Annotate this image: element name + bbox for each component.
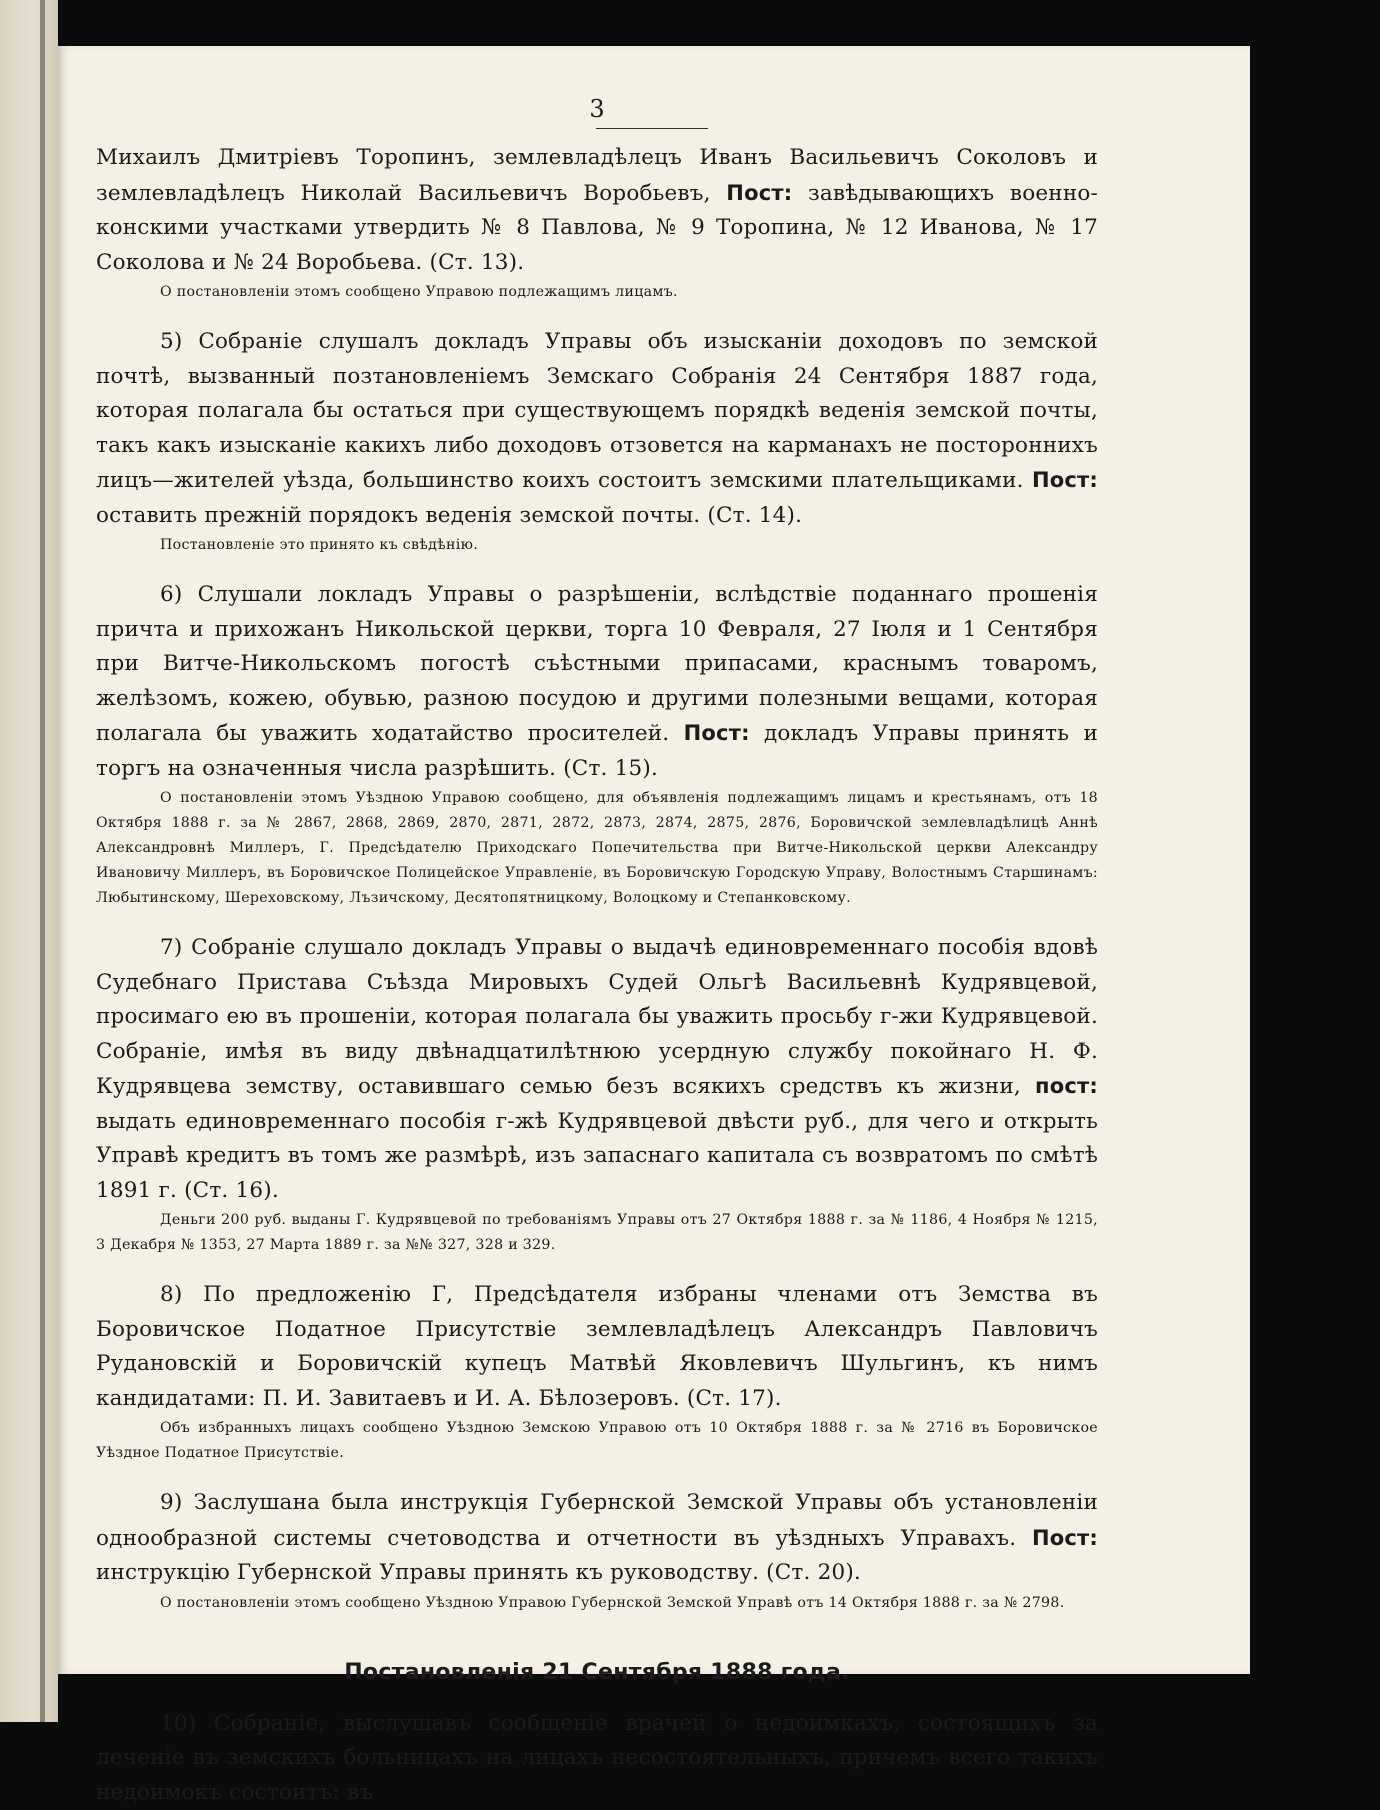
p8-note: Объ избранныхъ лицахъ сообщено Уѣздною Земскою Управою отъ 10 Октября 1888 г. за № 2716 въ Боровичское Уѣздное Податное Присутствіе. — [96, 1416, 1098, 1466]
post-label: Пост: — [1032, 1526, 1098, 1550]
p9-text-a: 9) Заслушана была инструкція Губернской Земской Управы объ установленіи однообразной системы счетоводства и отчетности въ уѣздныхъ Управахъ. — [96, 1490, 1098, 1551]
p7-text-a: 7) Собраніе слушало докладъ Управы о выдачѣ единовременнаго пособія вдовѣ Судебнаго Пристава Съѣзда Мировыхъ Судей Ольгѣ Васильевнѣ Кудрявцевой, просимаго ею въ прошеніи, которая полагала бы уважить просьбу г-жи Кудрявцевой. Собраніе, имѣя въ виду двѣнадцатилѣтнюю усердную службу покойнаго Н. Ф. Кудрявцева земству, оставившаго семью безъ всякихъ средствъ къ жизни, — [96, 935, 1098, 1099]
section-heading: Постановленія 21 Сентября 1888 года. — [96, 1660, 1098, 1685]
page-number-rule — [596, 128, 708, 129]
p9-text-b: инструкцію Губернской Управы принять къ руководству. (Ст. 20). — [96, 1560, 861, 1585]
intro-text-a: Михаилъ Дмитріевъ Торопинъ, землевладѣлецъ Иванъ Васильевичъ Соколовъ и землевладѣлецъ Николай Васильевичъ Воробьевъ, — [96, 145, 1098, 206]
paragraph-10: 10) Собраніе, выслушавъ сообщеніе врачей о недоимкахъ, состоящихъ за леченіе въ земскихъ больницахъ на лицахъ несостоятельныхъ, причемъ всего такихъ недоимокъ состоитъ: въ — [96, 1707, 1098, 1810]
paragraph-9 — [96, 1486, 1098, 1591]
p5-text-b: оставить прежній порядокъ веденія земской почты. (Ст. 14). — [96, 503, 802, 528]
intro-note: О постановленіи этомъ сообщено Управою подлежащимъ лицамъ. — [96, 280, 1098, 305]
intro-paragraph — [96, 141, 1098, 280]
paragraph-8: 8) По предложенію Г, Предсѣдателя избраны членами отъ Земства въ Боровичское Податное Присутствіе землевладѣлецъ Александръ Павловичъ Рудановскій и Боровичскій купецъ Матвѣй Яковлевичъ Шульгинъ, къ нимъ кандидатами: П. И. Завитаевъ и И. А. Бѣлозеровъ. (Ст. 17). — [96, 1278, 1098, 1416]
page-content — [96, 94, 1098, 1810]
p7-note: Деньги 200 руб. выданы Г. Кудрявцевой по требованіямъ Управы отъ 27 Октября 1888 г. за № 1186, 4 Ноября № 1215, 3 Декабря № 1353, 27 Марта 1889 г. за №№ 327, 328 и 329. — [96, 1208, 1098, 1258]
p5-text-a: 5) Собраніе слушалъ докладъ Управы объ изысканіи доходовъ по земской почтѣ, вызванный позтановленіемъ Земскаго Собранія 24 Сентября 1887 года, которая полагала бы остаться при существующемъ порядкѣ веденія земской почты, такъ какъ изысканіе какихъ либо доходовъ отзовется на карманахъ не посторонниxъ лицъ—жителей уѣзда, большинство коихъ состоитъ земскими плательщиками. — [96, 329, 1098, 493]
p7-text-b: выдать единовременнаго пособія г-жѣ Кудрявцевой двѣсти руб., для чего и открыть Управѣ кредитъ въ томъ же размѣрѣ, изъ запаснаго капитала съ возвратомъ по смѣтѣ 1891 г. (Ст. 16). — [96, 1109, 1098, 1203]
document-page — [58, 46, 1250, 1674]
post-label: Пост: — [726, 181, 792, 205]
p6-text-b: докладъ Управы принять и торгъ на означенныя числа разрѣшить. (Ст. 15). — [96, 721, 1098, 781]
post-label: Пост: — [1032, 468, 1098, 492]
intro-text-b: завѣдывающихъ военно-конскими участками утвердить № 8 Павлова, № 9 Торопина, № 12 Иванова, № 17 Соколова и № 24 Воробьева. (Ст. 13). — [96, 181, 1098, 275]
post-label: пост: — [1035, 1074, 1098, 1098]
paragraph-7 — [96, 931, 1098, 1208]
adjacent-page-edge — [0, 0, 58, 1722]
p6-text-a: 6) Слушали локладъ Управы о разрѣшеніи, вслѣдствіе поданнаго прошенія причта и прихожанъ Никольской церкви, торга 10 Февраля, 27 Іюля и 1 Сентября при Витче-Никольскомъ погостѣ съѣстными припасами, краснымъ товаромъ, желѣзомъ, кожею, обувью, разною посудою и другими полезными вещами, которая полагала бы уважить ходатайство просителей. — [96, 582, 1098, 746]
page-number: 3 — [96, 94, 1098, 124]
p9-note: О постановленіи этомъ сообщено Уѣздною Управою Губернской Земской Управѣ отъ 14 Октября 1888 г. за № 2798. — [96, 1591, 1098, 1616]
paragraph-5 — [96, 325, 1098, 533]
p5-note: Постановленіе это принято къ свѣдѣнію. — [96, 533, 1098, 558]
p6-note: О постановленіи этомъ Уѣздною Управою сообщено, для объявленія подлежащимъ лицамъ и крестьянамъ, отъ 18 Октября 1888 г. за № 2867, 2868, 2869, 2870, 2871, 2872, 2873, 2874, 2875, 2876, Боровичской землевладѣлицѣ Аннѣ Александровнѣ Миллеръ, Г. Предсѣдателю Приходскаго Попечительства при Витче-Никольской церкви Александру Ивановичу Миллеръ, въ Боровичское Полицейское Управленіе, въ Боровичскую Городскую Управу, Волостнымъ Старшинамъ: Любытинскому, Шереховскому, Лъзичскому, Десятопятницкому, Волоцкому и Степанковскому. — [96, 786, 1098, 911]
paragraph-6 — [96, 578, 1098, 786]
post-label: Пост: — [684, 721, 750, 745]
book-gutter — [40, 0, 45, 1722]
